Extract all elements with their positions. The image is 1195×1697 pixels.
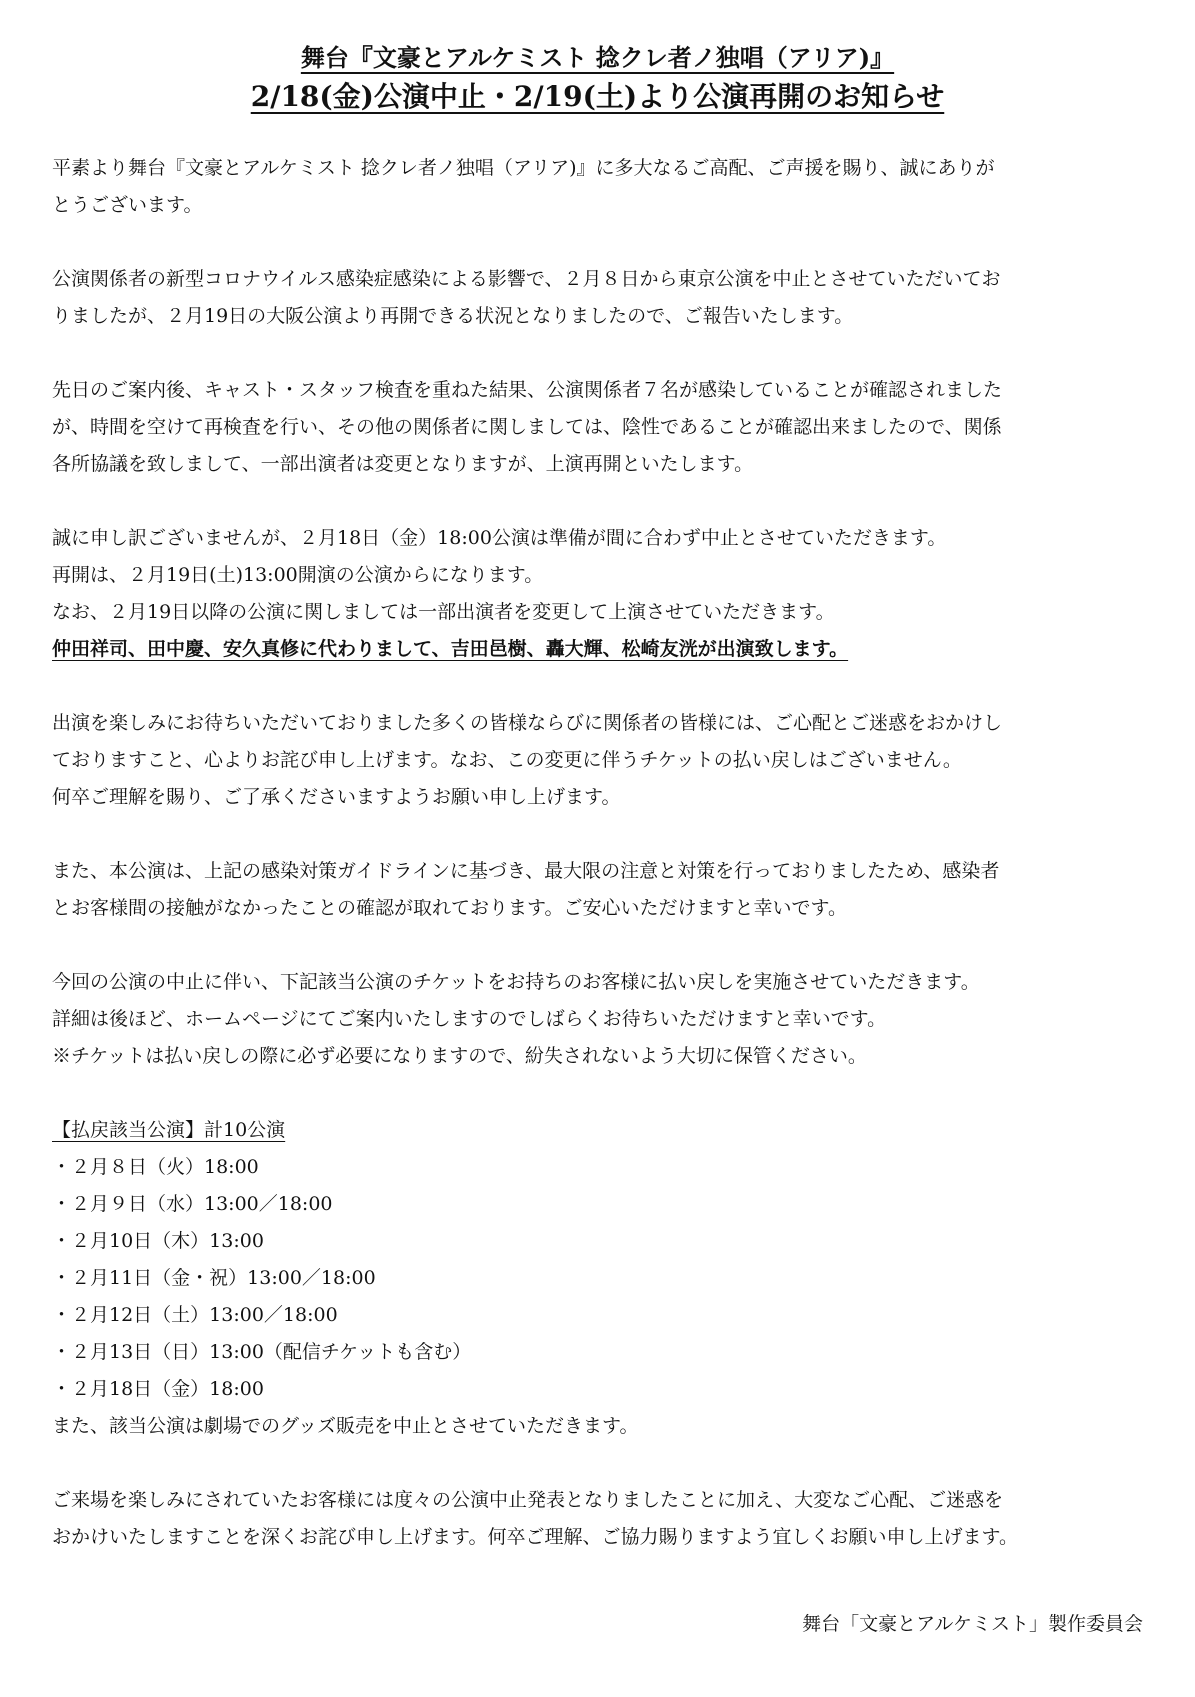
text-line: ※チケットは払い戻しの際に必ず必要になりますので、紛失されないよう大切に保管ください。	[52, 1045, 867, 1067]
text-line: なお、２月19日以降の公演に関しましては一部出演者を変更して上演させていただきます。	[52, 601, 835, 623]
paragraph-background	[52, 261, 1144, 335]
text-line: 今回の公演の中止に伴い、下記該当公演のチケットをお持ちのお客様に払い戻しを実施させていただきます。	[52, 971, 980, 993]
text-line: 何卒ご理解を賜り、ご了承くださいますようお願い申し上げます。	[52, 786, 621, 808]
notice-title-line1: 舞台『文豪とアルケミスト 捻クレ者ノ独唱（アリア)』	[300, 43, 895, 72]
text-line: ておりますこと、心よりお詫び申し上げます。なお、この変更に伴うチケットの払い戻しはございません。	[52, 749, 962, 771]
text-line: 平素より舞台『文豪とアルケミスト 捻クレ者ノ独唱（アリア)』に多大なるご高配、ご声援を賜り、誠にありが	[52, 157, 995, 179]
notice-body	[52, 150, 1144, 1556]
paragraph-apology	[52, 705, 1144, 816]
refund-heading: 【払戻該当公演】計10公演	[52, 1119, 286, 1141]
text-line: とうございます。	[52, 194, 203, 216]
cast-change-emphasis: 仲田祥司、田中慶、安久真修に代わりまして、吉田邑樹、轟大輝、松崎友洸が出演致します。	[52, 638, 849, 660]
paragraph-closing	[52, 1482, 1144, 1556]
text-line: 先日のご案内後、キャスト・スタッフ検査を重ねた結果、公演関係者７名が感染していることが確認されました	[52, 379, 1003, 401]
text-line: りましたが、２月19日の大阪公演より再開できる状況となりましたので、ご報告いたします。	[52, 305, 854, 327]
text-line: 出演を楽しみにお待ちいただいておりました多くの皆様ならびに関係者の皆様には、ご心配とご迷惑をおかけし	[52, 712, 1003, 734]
notice-title-line2: 2/18(金)公演中止・2/19(土)より公演再開のお知らせ	[250, 80, 945, 113]
paragraph-schedule-change	[52, 520, 1144, 668]
paragraph-refund-info	[52, 964, 1144, 1075]
list-item: ・２月９日（水）13:00／18:00	[52, 1193, 333, 1215]
refund-note: また、該当公演は劇場でのグッズ販売を中止とさせていただきます。	[52, 1415, 639, 1437]
paragraph-test-results	[52, 372, 1144, 483]
signature: 舞台「文豪とアルケミスト」製作委員会	[802, 1613, 1143, 1635]
text-line: おかけいたしますことを深くお詫び申し上げます。何卒ご理解、ご協力賜りますよう宜しくお願い申し上げます。	[52, 1526, 1018, 1548]
text-line: また、本公演は、上記の感染対策ガイドラインに基づき、最大限の注意と対策を行っておりましたため、感染者	[52, 860, 1000, 882]
text-line: 公演関係者の新型コロナウイルス感染症感染による影響で、２月８日から東京公演を中止とさせていただいてお	[52, 268, 1001, 290]
text-line: とお客様間の接触がなかったことの確認が取れております。ご安心いただけますと幸いです。	[52, 897, 847, 919]
text-line: ご来場を楽しみにされていたお客様には度々の公演中止発表となりましたことに加え、大変なご心配、ご迷惑を	[52, 1489, 1004, 1511]
list-item: ・２月11日（金・祝）13:00／18:00	[52, 1267, 376, 1289]
paragraph-safety	[52, 853, 1144, 927]
text-line: が、時間を空けて再検査を行い、その他の関係者に関しましては、陰性であることが確認出来ましたので、関係	[52, 416, 1002, 438]
text-line: 各所協議を致しまして、一部出演者は変更となりますが、上演再開といたします。	[52, 453, 754, 475]
list-item: ・２月18日（金）18:00	[52, 1378, 264, 1400]
paragraph-greeting	[52, 150, 1144, 224]
list-item: ・２月10日（木）13:00	[52, 1230, 264, 1252]
text-line: 誠に申し訳ございませんが、２月18日（金）18:00公演は準備が間に合わず中止とさせていただきます。	[52, 527, 947, 549]
refund-list	[52, 1112, 1144, 1445]
text-line: 再開は、２月19日(土)13:00開演の公演からになります。	[52, 564, 544, 586]
list-item: ・２月13日（日）13:00（配信チケットも含む）	[52, 1341, 472, 1363]
text-line: 詳細は後ほど、ホームページにてご案内いたしますのでしばらくお待ちいただけますと幸いです。	[52, 1008, 887, 1030]
list-item: ・２月８日（火）18:00	[52, 1156, 259, 1178]
list-item: ・２月12日（土）13:00／18:00	[52, 1304, 338, 1326]
